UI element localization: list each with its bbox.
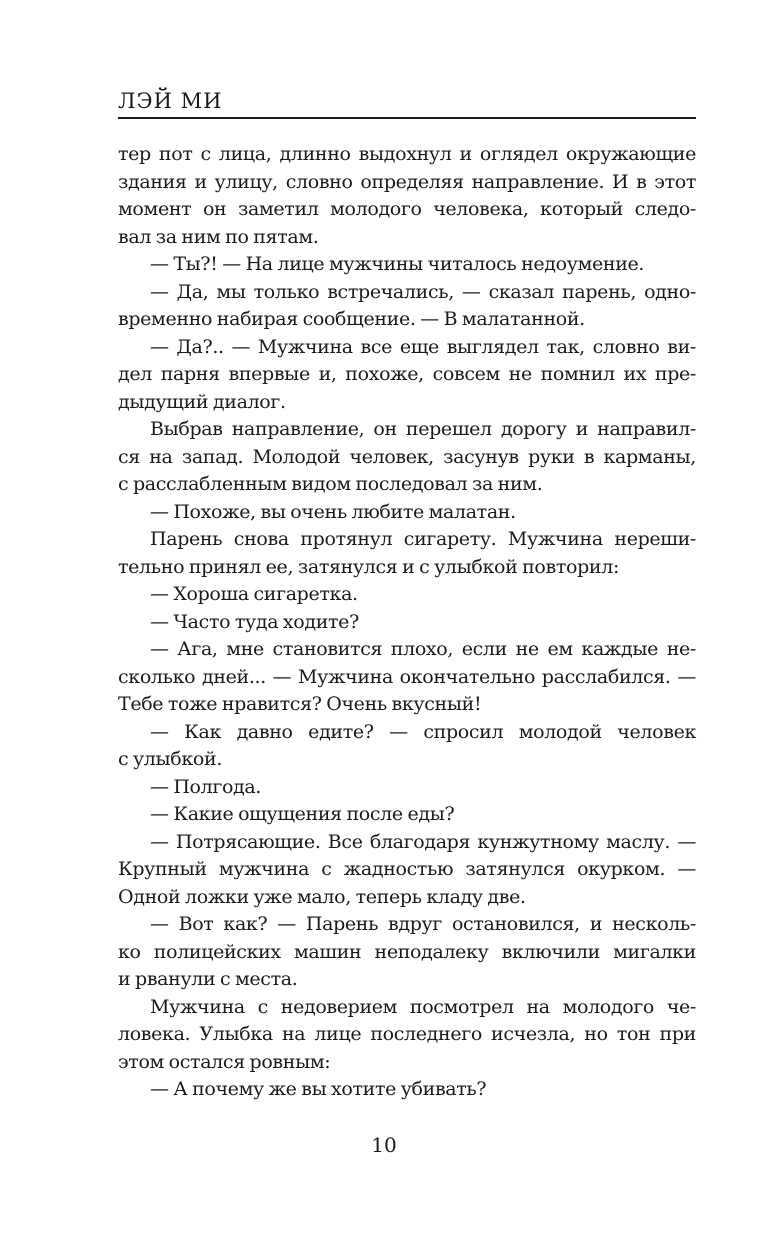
- text-line: — Ты?! — На лице мужчины читалось недоумение.: [150, 253, 645, 275]
- text-line: — Похоже, вы очень любите малатан.: [150, 500, 516, 523]
- text-line: ко полицейских машин неподалеку включили мигалки: [118, 940, 696, 963]
- text-line: этом остался ровным:: [118, 1050, 331, 1073]
- text-line: здания и улицу, словно определяя направление. И в этот: [118, 170, 696, 193]
- text-line: и рванули с места.: [118, 968, 298, 990]
- text-line: — Да?.. — Мужчина все еще выглядел так, словно ви-: [150, 335, 696, 358]
- text-line: — Полгода.: [150, 775, 262, 798]
- text-line: — Потрясающие. Все благодаря кунжутному маслу. —: [150, 830, 696, 853]
- text-line: Выбрав направление, он перешел дорогу и направил-: [150, 418, 696, 440]
- page-number: 10: [371, 1133, 397, 1157]
- text-line: тер пот с лица, длинно выдохнул и оглядел окружающие: [118, 143, 696, 165]
- text-line: ся на запад. Молодой человек, засунув руки в карманы,: [118, 445, 696, 468]
- text-line: — Часто туда ходите?: [150, 610, 359, 633]
- running-head-author: ЛЭЙ МИ: [118, 89, 223, 113]
- text-line: — А почему же вы хотите убивать?: [150, 1078, 487, 1100]
- text-line: — Ага, мне становится плохо, если не ем каждые не-: [150, 638, 696, 660]
- text-line: вал за ним по пятам.: [118, 225, 319, 248]
- text-line: Крупный мужчина с жадностью затянулся окурком. —: [118, 858, 696, 880]
- text-line: тельно принял ее, затянулся и с улыбкой повторил:: [118, 555, 620, 578]
- text-line: — Да, мы только встречались, — сказал парень, одно-: [150, 280, 696, 303]
- text-line: дел парня впервые и, похоже, совсем не помнил их пре-: [118, 363, 696, 385]
- text-line: Парень снова протянул сигарету. Мужчина нереши-: [150, 528, 696, 550]
- text-line: Тебе тоже нравится? Очень вкусный!: [118, 693, 482, 715]
- text-line: с улыбкой.: [118, 748, 223, 770]
- text-line: Одной ложки уже мало, теперь кладу две.: [118, 885, 526, 908]
- header-rule: [118, 117, 696, 119]
- text-line: — Как давно едите? — спросил молодой человек: [150, 720, 696, 743]
- text-line: ловека. Улыбка на лице последнего исчезла, но тон при: [118, 1023, 696, 1045]
- text-line: — Вот как? — Парень вдруг остановился, и несколь-: [150, 913, 696, 935]
- text-line: момент он заметил молодого человека, который следо-: [118, 198, 696, 220]
- text-line: дыдущий диалог.: [118, 390, 286, 413]
- text-line: сколько дней... — Мужчина окончательно расслабился. —: [118, 665, 696, 688]
- text-line: Мужчина с недоверием посмотрел на молодого че-: [150, 995, 696, 1018]
- text-line: — Хороша сигаретка.: [150, 583, 358, 605]
- text-line: — Какие ощущения после еды?: [150, 803, 455, 825]
- text-line: временно набирая сообщение. — В малатанной.: [118, 308, 585, 330]
- body-text: [118, 141, 696, 1104]
- text-line: с расслабленным видом последовал за ним.: [118, 473, 543, 495]
